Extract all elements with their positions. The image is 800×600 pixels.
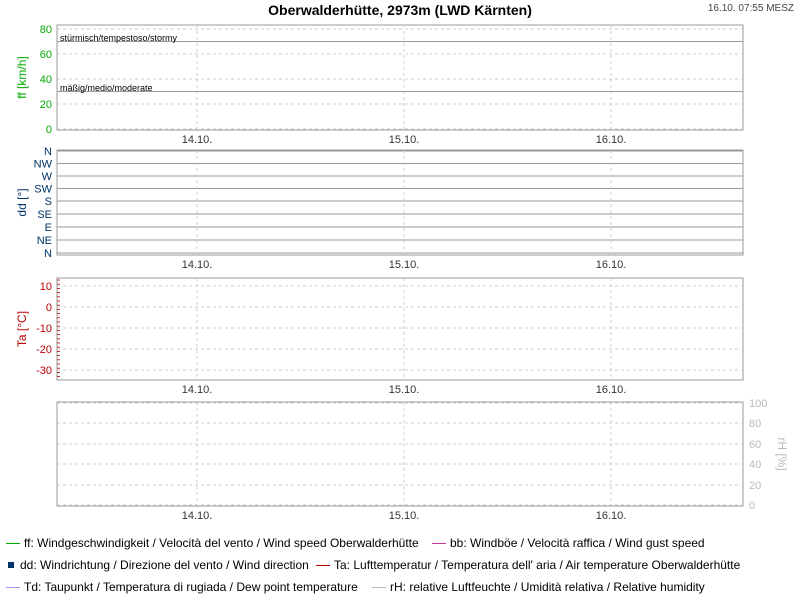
legend-swatch-line	[6, 587, 20, 588]
legend-swatch-line	[432, 543, 446, 544]
y-axis-label: rH [%]	[775, 437, 789, 471]
legend-label: dd: Windrichtung / Direzione del vento / Wind direction	[20, 558, 309, 572]
x-tick-label: 14.10.	[181, 259, 213, 271]
y-tick-label: 100	[749, 398, 768, 410]
y-tick-label: E	[44, 222, 52, 234]
y-tick-label: 0	[749, 500, 756, 512]
legend-item-ff	[6, 536, 419, 550]
x-tick-label: 16.10.	[595, 384, 627, 396]
x-tick-label: 16.10.	[595, 510, 627, 522]
y-tick-label: 40	[749, 459, 762, 471]
x-tick-label: 16.10.	[595, 259, 627, 271]
y-tick-label: SW	[34, 183, 52, 196]
legend-label: Ta: Lufttemperatur / Temperatura dell' aria / Air temperature Oberwalderhütte	[334, 558, 741, 572]
x-tick-label: 14.10.	[181, 134, 213, 146]
y-tick-label: NW	[33, 158, 52, 171]
y-axis-label: dd [°]	[15, 188, 29, 217]
threshold-annotation: stürmisch/tempestoso/stormy	[60, 33, 178, 43]
x-tick-label: 14.10.	[181, 384, 213, 396]
y-tick-label: 0	[45, 302, 52, 314]
y-tick-label: S	[44, 196, 52, 208]
legend-item-td	[6, 580, 358, 594]
legend-swatch-line	[372, 587, 386, 588]
y-tick-label: 40	[39, 74, 52, 86]
x-tick-label: 16.10.	[595, 134, 627, 146]
timestamp: 16.10. 07:55 MESZ	[707, 3, 794, 14]
y-tick-label: 10	[39, 281, 52, 293]
legend-swatch-line	[6, 543, 20, 544]
legend-label: Td: Taupunkt / Temperatura di rugiada / Dew point temperature	[24, 580, 358, 594]
legend-label: ff: Windgeschwindigkeit / Velocità del vento / Wind speed Oberwalderhütte	[24, 536, 419, 550]
y-tick-label: 60	[39, 49, 52, 61]
y-tick-label: W	[41, 171, 52, 183]
legend-item-ta	[316, 558, 740, 572]
x-tick-label: 14.10.	[181, 510, 213, 522]
legend-label: bb: Windböe / Velocità raffica / Wind gust speed	[450, 536, 705, 550]
x-tick-label: 15.10.	[388, 259, 420, 271]
y-tick-label: 0	[45, 124, 52, 136]
y-tick-label: 20	[749, 480, 762, 492]
y-tick-label: -10	[36, 323, 52, 335]
plot-frame	[57, 278, 743, 380]
y-axis-label: Ta [°C]	[15, 310, 29, 348]
x-tick-label: 15.10.	[388, 384, 420, 396]
legend-swatch-box	[8, 562, 14, 568]
y-tick-label: SE	[37, 209, 52, 221]
y-tick-label: N	[44, 248, 52, 260]
y-tick-label: 60	[749, 439, 762, 451]
plot-frame	[57, 150, 743, 255]
legend-item-dd	[6, 558, 309, 572]
x-tick-label: 15.10.	[388, 134, 420, 146]
y-tick-label: -20	[36, 344, 52, 356]
x-tick-label: 15.10.	[388, 510, 420, 522]
legend-item-bb	[432, 536, 705, 550]
y-tick-label: 20	[39, 99, 52, 111]
y-tick-label: NE	[36, 235, 52, 247]
legend-swatch-line	[316, 565, 330, 566]
y-tick-label: -30	[36, 365, 52, 377]
threshold-annotation: mäßig/medio/moderate	[60, 83, 153, 93]
y-tick-label: 80	[749, 418, 762, 430]
y-tick-label: N	[44, 146, 52, 158]
plot-frame	[57, 402, 743, 506]
y-axis-label: ff [km/h]	[15, 56, 29, 99]
legend-item-rh	[372, 580, 705, 594]
chart-title: Oberwalderhütte, 2973m (LWD Kärnten)	[268, 2, 532, 18]
y-tick-label: 80	[39, 24, 52, 36]
legend-label: rH: relative Luftfeuchte / Umidità relativa / Relative humidity	[390, 580, 705, 594]
